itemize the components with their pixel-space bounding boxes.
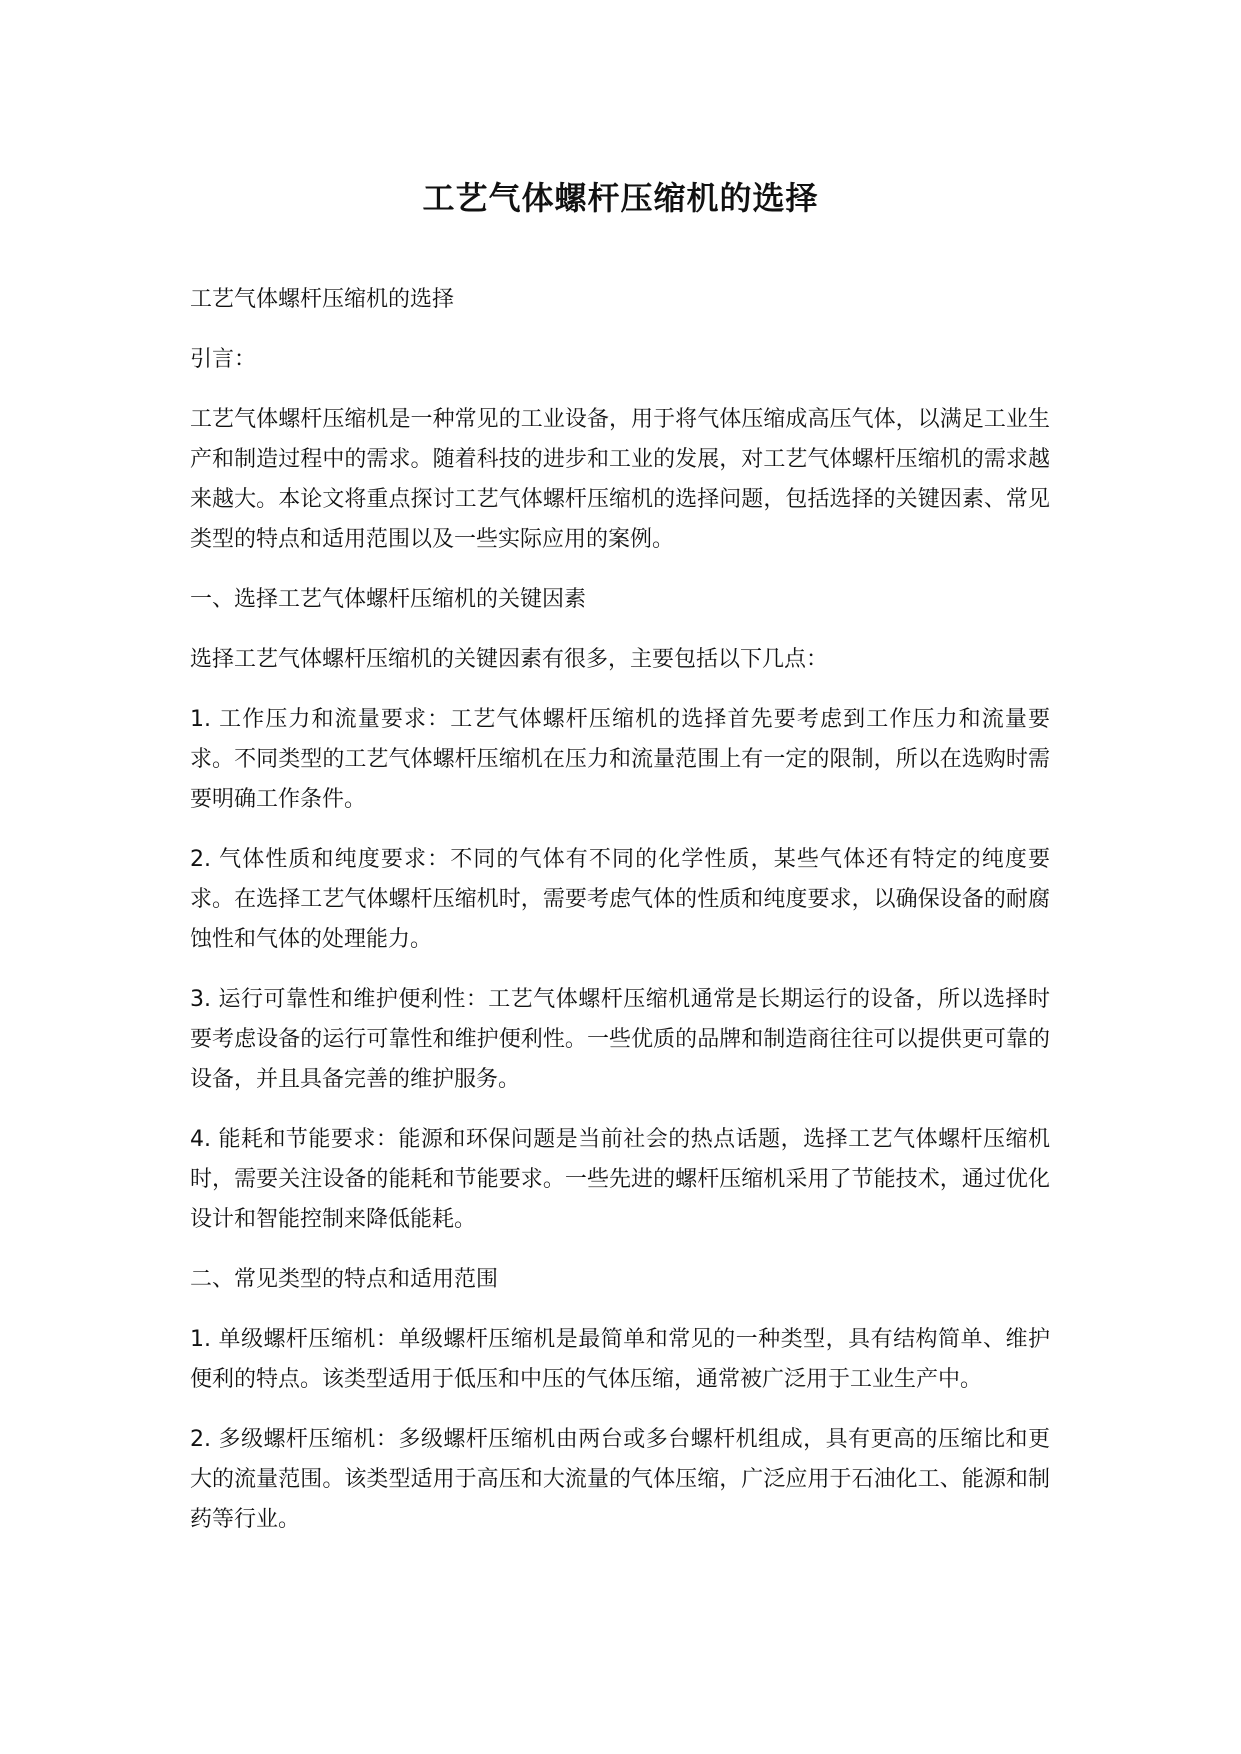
section-heading-types: 二、常见类型的特点和适用范围	[190, 1267, 499, 1292]
subtitle-paragraph: 工艺气体螺杆压缩机的选择	[190, 287, 455, 312]
type-item-single-stage: 1. 单级螺杆压缩机：单级螺杆压缩机是最简单和常见的一种类型，具有结构简单、维护便利的特点。该类型适用于低压和中压的气体压缩，通常被广泛用于工业生产中。	[190, 1327, 1050, 1392]
type-item-multi-stage: 2. 多级螺杆压缩机：多级螺杆压缩机由两台或多台螺杆机组成，具有更高的压缩比和更大的流量范围。该类型适用于高压和大流量的气体压缩，广泛应用于石油化工、能源和制药等行业。	[190, 1427, 1050, 1532]
intro-paragraph: 工艺气体螺杆压缩机是一种常见的工业设备，用于将气体压缩成高压气体，以满足工业生产和制造过程中的需求。随着科技的进步和工业的发展，对工艺气体螺杆压缩机的需求越来越大。本论文将重点探讨工艺气体螺杆压缩机的选择问题，包括选择的关键因素、常见类型的特点和适用范围以及一些实际应用的案例。	[190, 407, 1050, 552]
key-factors-intro: 选择工艺气体螺杆压缩机的关键因素有很多，主要包括以下几点：	[190, 647, 829, 672]
document-body	[190, 280, 1050, 1560]
factor-item-energy: 4. 能耗和节能要求：能源和环保问题是当前社会的热点话题，选择工艺气体螺杆压缩机时，需要关注设备的能耗和节能要求。一些先进的螺杆压缩机采用了节能技术，通过优化设计和智能控制来降低能耗。	[190, 1127, 1050, 1232]
intro-heading: 引言：	[190, 347, 257, 372]
document-title: 工艺气体螺杆压缩机的选择	[422, 179, 819, 217]
factor-item-pressure-flow: 1. 工作压力和流量要求：工艺气体螺杆压缩机的选择首先要考虑到工作压力和流量要求。不同类型的工艺气体螺杆压缩机在压力和流量范围上有一定的限制，所以在选购时需要明确工作条件。	[190, 707, 1050, 812]
section-heading-key-factors: 一、选择工艺气体螺杆压缩机的关键因素	[190, 587, 587, 612]
factor-item-gas-properties: 2. 气体性质和纯度要求：不同的气体有不同的化学性质，某些气体还有特定的纯度要求。在选择工艺气体螺杆压缩机时，需要考虑气体的性质和纯度要求，以确保设备的耐腐蚀性和气体的处理能力。	[190, 847, 1050, 952]
factor-item-reliability: 3. 运行可靠性和维护便利性：工艺气体螺杆压缩机通常是长期运行的设备，所以选择时要考虑设备的运行可靠性和维护便利性。一些优质的品牌和制造商往往可以提供更可靠的设备，并且具备完善的维护服务。	[190, 987, 1050, 1092]
